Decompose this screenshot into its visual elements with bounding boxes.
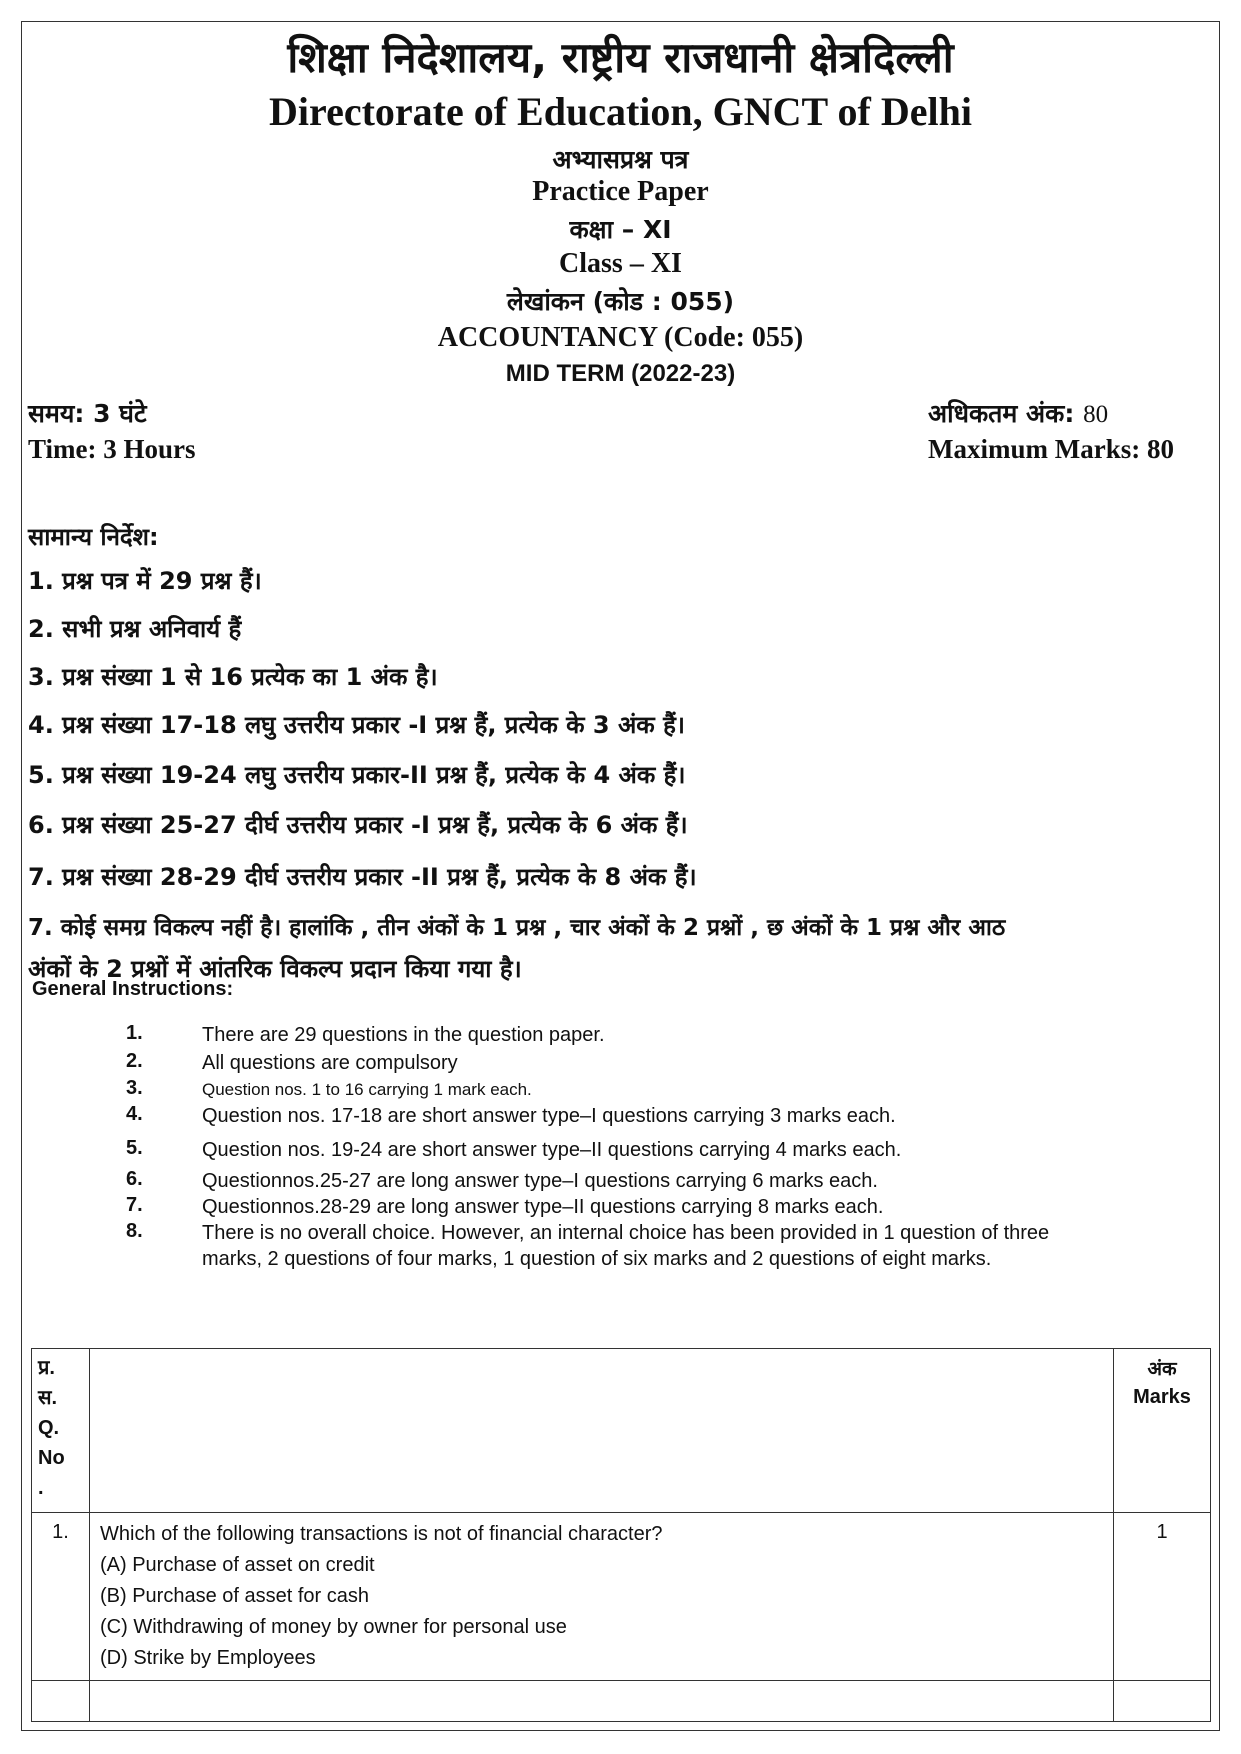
- item-number: 6.: [126, 1168, 143, 1190]
- hindi-instruction-line: 1. प्रश्न पत्र में 29 प्रश्न हैं।: [28, 567, 262, 595]
- table-header-row: [32, 1349, 1211, 1513]
- general-instructions-heading: General Instructions:: [32, 978, 234, 1000]
- time-hindi: [28, 396, 147, 430]
- item-number: 5.: [126, 1137, 143, 1159]
- time-hindi-value: 3 घंटे: [93, 399, 147, 428]
- hindi-class: कक्षा – XI: [569, 215, 672, 244]
- item-text: Question nos. 17-18 are short answer type–I questions carrying 3 marks each.: [202, 1105, 896, 1127]
- hindi-subtitle: अभ्यासप्रश्न पत्र: [552, 145, 689, 174]
- question-body: [90, 1513, 1114, 1681]
- max-marks-hindi-value: 80: [1083, 401, 1109, 428]
- item-text: All questions are compulsory: [202, 1052, 458, 1074]
- item-number: 2.: [126, 1050, 143, 1072]
- header-no-english-2: No: [38, 1447, 65, 1469]
- question-table: [31, 1348, 1211, 1722]
- header-question-text: [90, 1349, 1114, 1513]
- item-text: Questionnos.25-27 are long answer type–I questions carrying 6 marks each.: [202, 1170, 878, 1192]
- question-text: Which of the following transactions is not of financial character?: [100, 1523, 663, 1545]
- hindi-title: शिक्षा निदेशालय, राष्ट्रीय राजधानी क्षेत्रदिल्ली: [287, 33, 954, 82]
- english-subject: ACCOUNTANCY (Code: 055): [437, 322, 804, 353]
- hindi-instruction-line: अंकों के 2 प्रश्नों में आंतरिक विकल्प प्रदान किया गया है।: [28, 955, 522, 983]
- item-number: 7.: [126, 1194, 143, 1216]
- time-hindi-label: समय:: [28, 399, 85, 428]
- max-marks-hindi-label: अधिकतम अंक:: [928, 399, 1075, 428]
- header-question-number: [32, 1349, 90, 1513]
- exam-term: MID TERM (2022-23): [505, 360, 736, 387]
- hindi-instruction-line: 3. प्रश्न संख्या 1 से 16 प्रत्येक का 1 अंक है।: [28, 663, 438, 691]
- header-no-english-3: .: [38, 1477, 44, 1499]
- hindi-instruction-line: 4. प्रश्न संख्या 17-18 लघु उत्तरीय प्रकार -I प्रश्न हैं, प्रत्येक के 3 अंक हैं।: [28, 711, 685, 739]
- item-number: 1.: [126, 1022, 143, 1044]
- empty-cell: [90, 1681, 1114, 1722]
- header-no-hindi-2: स.: [38, 1387, 58, 1409]
- item-number: 4.: [126, 1103, 143, 1125]
- hindi-instruction-line: 5. प्रश्न संख्या 19-24 लघु उत्तरीय प्रकार-II प्रश्न हैं, प्रत्येक के 4 अंक हैं।: [28, 761, 686, 789]
- question-number: 1.: [32, 1513, 90, 1681]
- question-marks: 1: [1114, 1513, 1211, 1681]
- english-subtitle: Practice Paper: [532, 176, 709, 207]
- item-text: Question nos. 1 to 16 carrying 1 mark each.: [202, 1080, 532, 1099]
- hindi-instruction-line: 6. प्रश्न संख्या 25-27 दीर्घ उत्तरीय प्रकार -I प्रश्न हैं, प्रत्येक के 6 अंक हैं।: [28, 811, 688, 839]
- max-marks-english: Maximum Marks: 80: [928, 434, 1174, 464]
- hindi-instruction-line: 7. प्रश्न संख्या 28-29 दीर्घ उत्तरीय प्रकार -II प्रश्न हैं, प्रत्येक के 8 अंक हैं।: [28, 863, 697, 891]
- header-marks-hindi: अंक: [1147, 1358, 1177, 1380]
- option-c: (C) Withdrawing of money by owner for personal use: [100, 1616, 567, 1638]
- hindi-instruction-line: 7. कोई समग्र विकल्प नहीं है। हालांकि , तीन अंकों के 1 प्रश्न , चार अंकों के 2 प्रश्नों , छ अंकों के 1 प्रश्न और आठ: [28, 915, 1006, 941]
- table-row-empty: [32, 1681, 1211, 1722]
- english-title: Directorate of Education, GNCT of Delhi: [269, 89, 972, 134]
- item-text: There are 29 questions in the question paper.: [202, 1024, 605, 1046]
- item-text: Questionnos.28-29 are long answer type–II questions carrying 8 marks each.: [202, 1196, 884, 1218]
- item-text: There is no overall choice. However, an internal choice has been provided in 1 question of three marks, 2 questions of four marks, 1 question of six marks and 2 questions of eight marks.: [202, 1222, 1050, 1270]
- option-d: (D) Strike by Employees: [100, 1647, 316, 1669]
- hindi-instruction-line: 2. सभी प्रश्न अनिवार्य हैं: [28, 615, 242, 643]
- item-text: Question nos. 19-24 are short answer type–II questions carrying 4 marks each.: [202, 1139, 902, 1161]
- hindi-instructions-heading: सामान्य निर्देश:: [28, 523, 159, 551]
- header-marks: [1114, 1349, 1211, 1513]
- empty-cell: [1114, 1681, 1211, 1722]
- hindi-subject: लेखांकन (कोड : 055): [506, 287, 735, 316]
- option-b: (B) Purchase of asset for cash: [100, 1585, 370, 1607]
- time-english: Time: 3 Hours: [28, 434, 196, 464]
- empty-cell: [32, 1681, 90, 1722]
- item-number: 3.: [126, 1077, 143, 1099]
- header-no-hindi-1: प्र.: [38, 1357, 55, 1379]
- english-class: Class – XI: [559, 248, 682, 279]
- header-marks-english: Marks: [1133, 1386, 1191, 1408]
- option-a: (A) Purchase of asset on credit: [100, 1554, 375, 1576]
- header-no-english-1: Q.: [38, 1417, 60, 1439]
- table-row: [32, 1513, 1211, 1681]
- item-number: 8.: [126, 1220, 143, 1242]
- max-marks-hindi: [928, 396, 1108, 430]
